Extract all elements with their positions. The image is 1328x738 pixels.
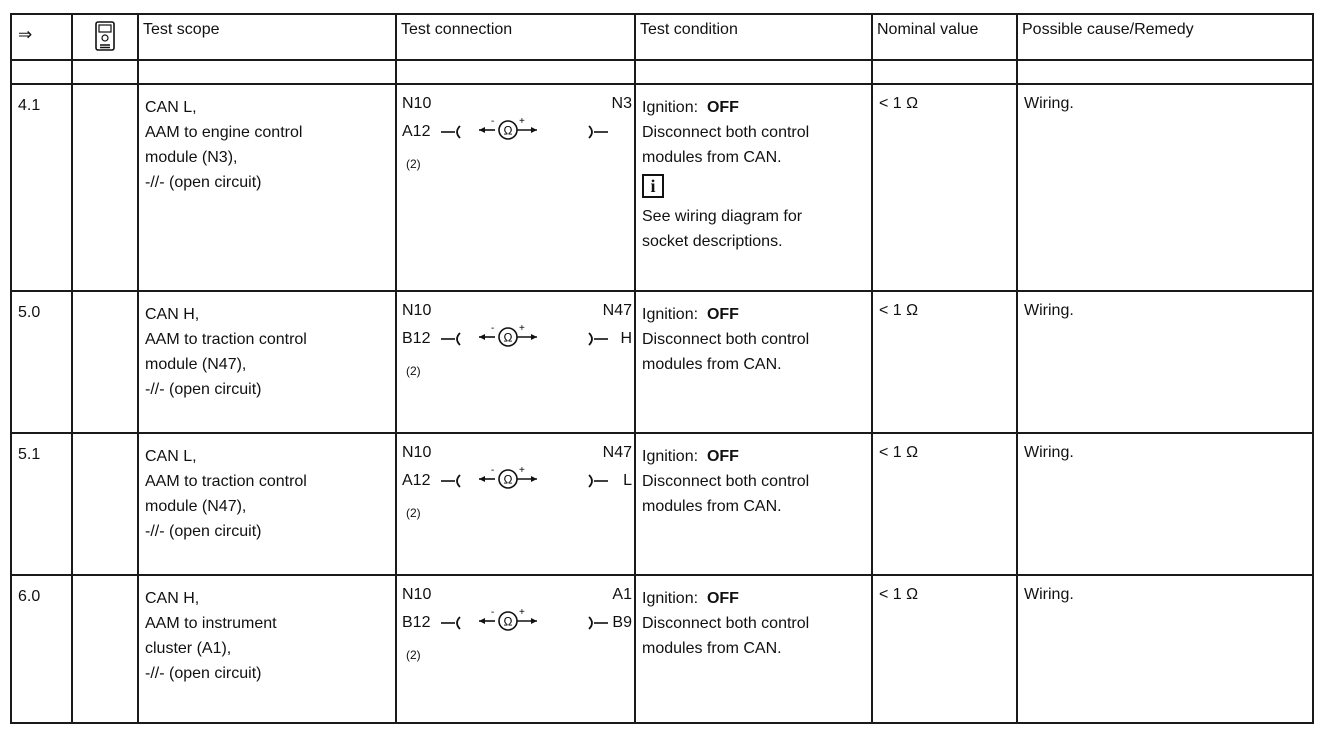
info-icon: i: [642, 174, 664, 198]
scope-line: -//- (open circuit): [145, 665, 262, 682]
row-number: 5.0: [18, 304, 41, 321]
possible-cause-cell: [1017, 291, 1313, 433]
header-possible-cause: Possible cause/Remedy: [1017, 14, 1313, 60]
connection-note: (2): [406, 648, 421, 662]
svg-text:Ω: Ω: [503, 472, 513, 487]
scope-line: module (N47),: [145, 498, 247, 515]
connection-left-module: N10: [402, 586, 432, 603]
row-number-cell: [11, 84, 72, 291]
condition-line: modules from CAN.: [642, 356, 782, 373]
connection-left-pin: B12: [402, 614, 431, 631]
possible-cause-cell: [1017, 433, 1313, 575]
header-row: [11, 14, 1313, 60]
plug-right-icon: [586, 474, 608, 488]
row-number-cell: [11, 291, 72, 433]
table-row: [11, 84, 1313, 291]
ohmmeter-icon: [477, 322, 549, 352]
test-connection-cell: [396, 291, 635, 433]
scope-line: -//- (open circuit): [145, 174, 262, 191]
ohmmeter-icon: [477, 115, 549, 145]
table-row: [11, 575, 1313, 723]
connection-right-pin: H: [620, 330, 632, 347]
svg-text:-: -: [491, 323, 495, 334]
test-scope-cell: [138, 291, 396, 433]
plug-right-icon: [586, 125, 608, 139]
connection-right-pin: B9: [612, 614, 632, 631]
test-condition-cell: [635, 84, 872, 291]
scope-line: CAN H,: [145, 590, 200, 607]
spacer-row: [11, 60, 1313, 84]
scope-line: module (N47),: [145, 356, 247, 373]
test-connection-cell: [396, 433, 635, 575]
nominal-value-cell: [872, 433, 1017, 575]
scope-line: AAM to traction control: [145, 473, 307, 490]
test-condition-cell: [635, 291, 872, 433]
plug-left-icon: [441, 474, 463, 488]
plug-left-icon: [441, 616, 463, 630]
nominal-value-cell: [872, 84, 1017, 291]
scope-line: AAM to instrument: [145, 615, 277, 632]
condition-line: Disconnect both control: [642, 331, 810, 348]
possible-cause: Wiring.: [1024, 444, 1074, 461]
plug-left-icon: [441, 125, 463, 139]
connection-left-pin: A12: [402, 123, 431, 140]
row-number-cell: [11, 433, 72, 575]
test-connection-cell: [396, 575, 635, 723]
nominal-value: < 1 Ω: [879, 586, 919, 603]
row-number-cell: [11, 575, 72, 723]
condition-line: modules from CAN.: [642, 498, 782, 515]
scope-line: AAM to traction control: [145, 331, 307, 348]
test-scope-cell: [138, 433, 396, 575]
row-number: 4.1: [18, 97, 41, 114]
svg-text:+: +: [519, 607, 525, 618]
svg-text:Ω: Ω: [503, 614, 513, 629]
plug-left-icon: [441, 332, 463, 346]
scope-line: AAM to engine control: [145, 124, 303, 141]
nominal-value: < 1 Ω: [879, 302, 919, 319]
connection-right-module: N47: [602, 302, 632, 319]
condition-ignition: Ignition: OFF: [642, 99, 739, 116]
test-connection-cell: [396, 84, 635, 291]
scope-line: -//- (open circuit): [145, 523, 262, 540]
header-tester-cell: [72, 14, 138, 60]
possible-cause-cell: [1017, 575, 1313, 723]
condition-ignition: Ignition: OFF: [642, 306, 739, 323]
test-scope-cell: [138, 84, 396, 291]
plug-right-icon: [586, 332, 608, 346]
condition-line: modules from CAN.: [642, 640, 782, 657]
condition-note-line: socket descriptions.: [642, 233, 783, 250]
connection-note: (2): [406, 506, 421, 520]
row-number: 5.1: [18, 446, 41, 463]
scope-line: CAN L,: [145, 448, 197, 465]
connection-left-module: N10: [402, 302, 432, 319]
nominal-value: < 1 Ω: [879, 95, 919, 112]
connection-left-pin: A12: [402, 472, 431, 489]
connection-note: (2): [406, 157, 421, 171]
svg-text:Ω: Ω: [503, 123, 513, 138]
test-table: [10, 13, 1314, 724]
connection-note: (2): [406, 364, 421, 378]
scope-line: CAN L,: [145, 99, 197, 116]
header-test-scope: Test scope: [138, 14, 396, 60]
header-arrow-cell: [11, 14, 72, 60]
svg-text:+: +: [519, 116, 525, 127]
possible-cause-cell: [1017, 84, 1313, 291]
scope-line: -//- (open circuit): [145, 381, 262, 398]
test-condition-cell: [635, 575, 872, 723]
test-condition-cell: [635, 433, 872, 575]
condition-ignition: Ignition: OFF: [642, 448, 739, 465]
tester-device-icon: [94, 21, 116, 51]
header-test-condition: Test condition: [635, 14, 872, 60]
possible-cause: Wiring.: [1024, 586, 1074, 603]
condition-line: Disconnect both control: [642, 615, 810, 632]
condition-line: modules from CAN.: [642, 149, 782, 166]
condition-line: Disconnect both control: [642, 473, 810, 490]
nominal-value-cell: [872, 291, 1017, 433]
scope-line: module (N3),: [145, 149, 238, 166]
nominal-value-cell: [872, 575, 1017, 723]
header-test-connection: Test connection: [396, 14, 635, 60]
svg-text:+: +: [519, 323, 525, 334]
connection-right-module: N47: [602, 444, 632, 461]
test-scope-cell: [138, 575, 396, 723]
svg-text:-: -: [491, 465, 495, 476]
svg-text:-: -: [491, 116, 495, 127]
connection-left-module: N10: [402, 95, 432, 112]
nominal-value: < 1 Ω: [879, 444, 919, 461]
connection-left-module: N10: [402, 444, 432, 461]
tester-cell: [72, 575, 138, 723]
connection-right-pin: L: [623, 472, 632, 489]
svg-text:Ω: Ω: [503, 330, 513, 345]
possible-cause: Wiring.: [1024, 95, 1074, 112]
header-nominal-value: Nominal value: [872, 14, 1017, 60]
plug-right-icon: [586, 616, 608, 630]
scope-line: cluster (A1),: [145, 640, 232, 657]
connection-right-module: A1: [612, 586, 632, 603]
condition-line: Disconnect both control: [642, 124, 810, 141]
condition-note-line: See wiring diagram for: [642, 208, 803, 225]
arrow-icon: ⇒: [18, 25, 33, 44]
ohmmeter-icon: [477, 464, 549, 494]
table-row: [11, 291, 1313, 433]
connection-right-module: N3: [611, 95, 632, 112]
row-number: 6.0: [18, 588, 41, 605]
scope-line: CAN H,: [145, 306, 200, 323]
table-row: [11, 433, 1313, 575]
tester-cell: [72, 84, 138, 291]
condition-ignition: Ignition: OFF: [642, 590, 739, 607]
tester-cell: [72, 433, 138, 575]
ohmmeter-icon: [477, 606, 549, 636]
connection-left-pin: B12: [402, 330, 431, 347]
possible-cause: Wiring.: [1024, 302, 1074, 319]
svg-text:+: +: [519, 465, 525, 476]
svg-text:-: -: [491, 607, 495, 618]
tester-cell: [72, 291, 138, 433]
